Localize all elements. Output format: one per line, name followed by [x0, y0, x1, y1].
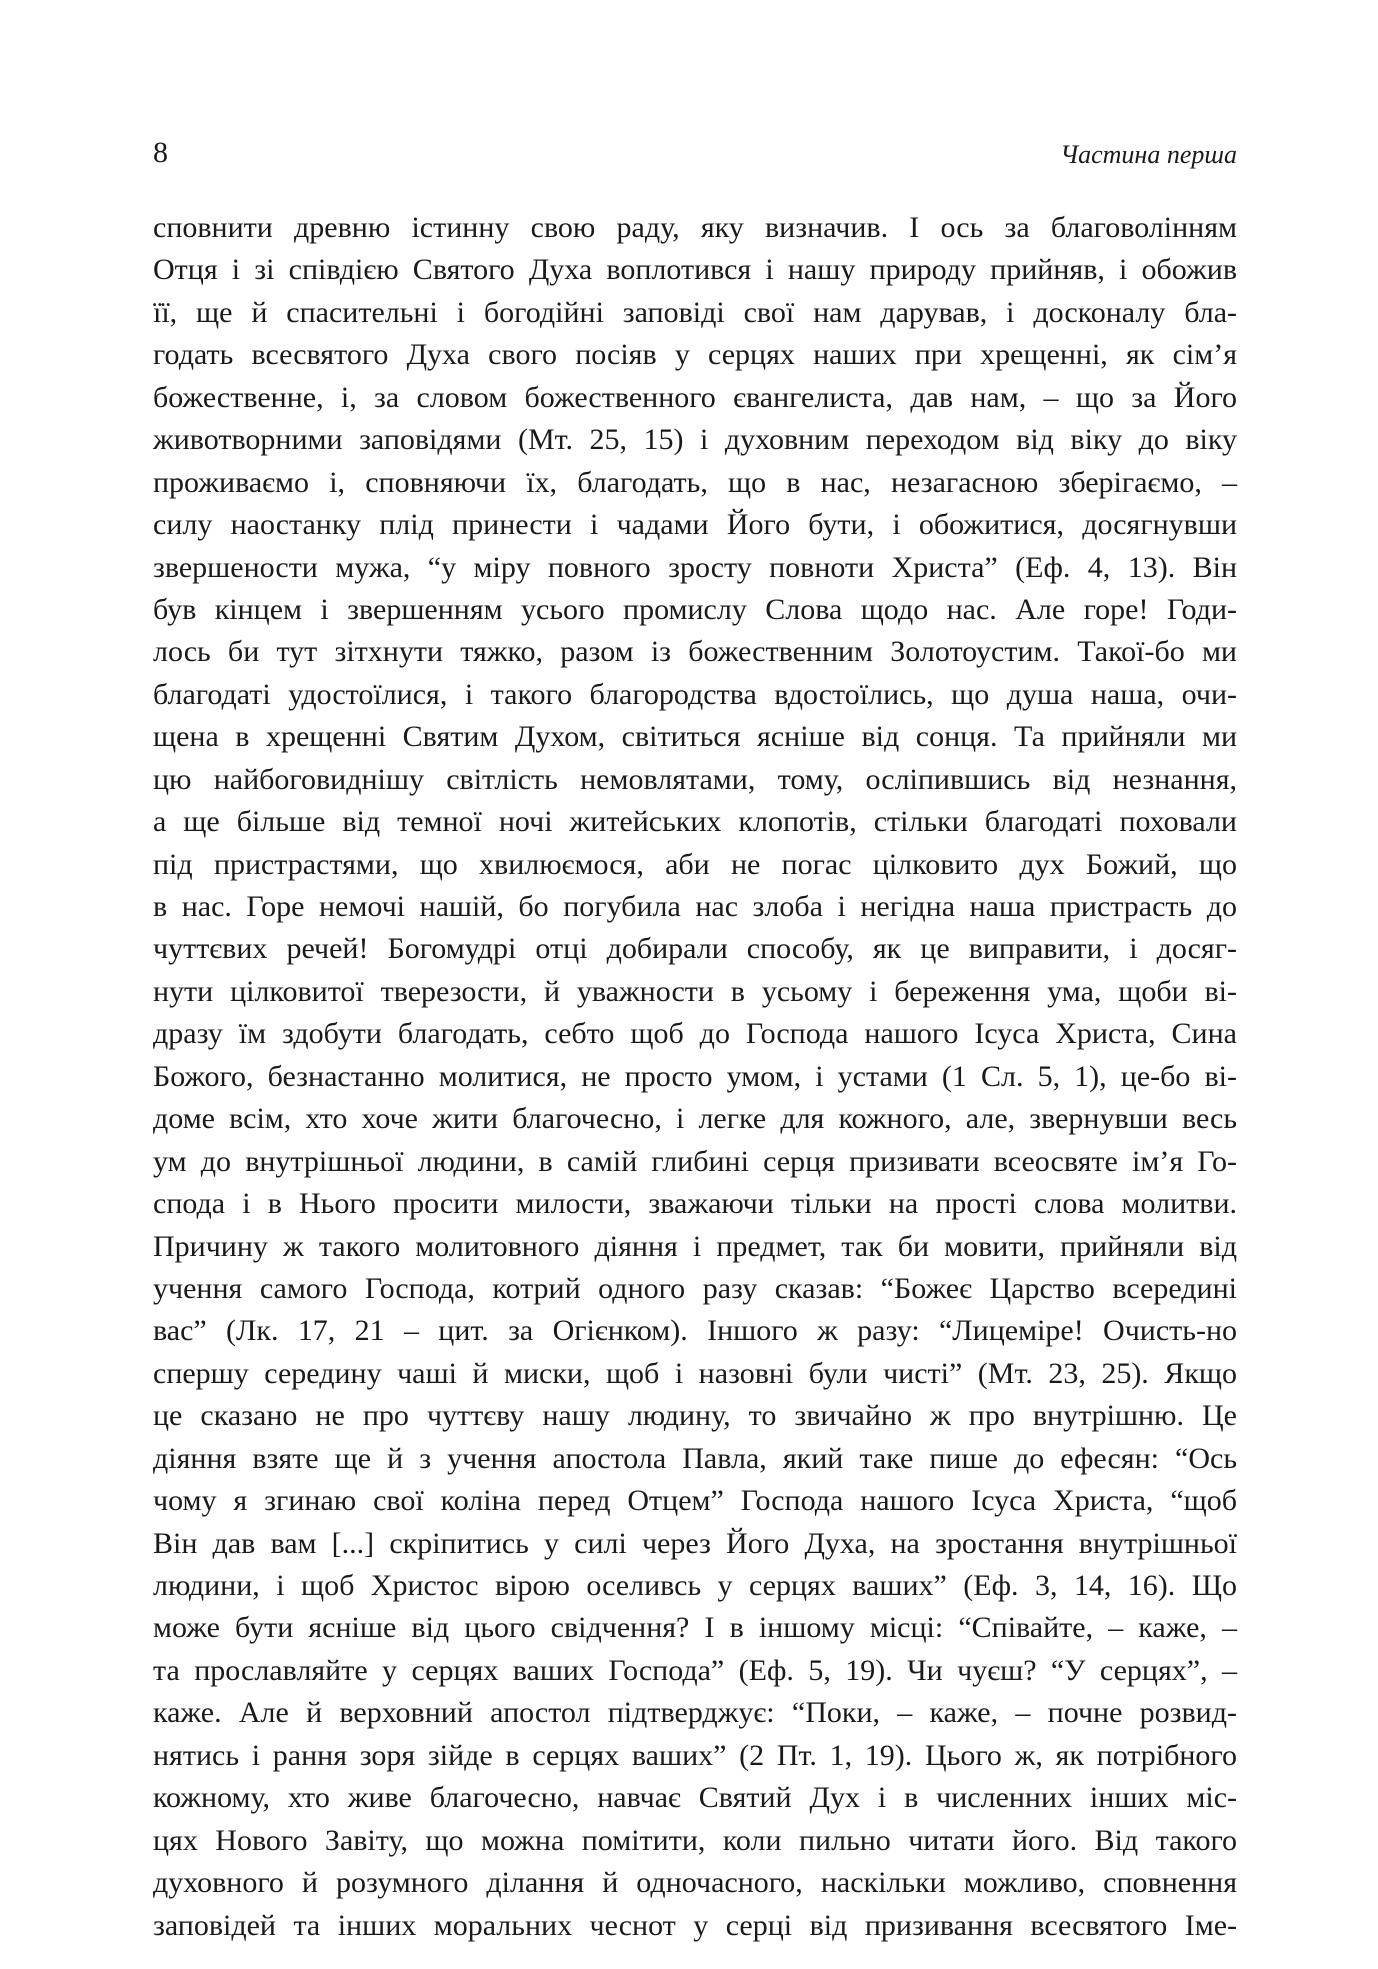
text-line: а ще більше від темної ночі житейських клопотів, стільки благодаті поховали: [153, 805, 1237, 839]
running-head: Частина перша: [1060, 140, 1237, 169]
text-line: був кінцем і звершенням усього промислу Слова щодо нас. Але горе! Годи-: [153, 592, 1237, 626]
text-line: її, ще й спасительні і богодійні заповіді свої нам дарував, і досконалу бла-: [153, 295, 1237, 329]
text-line: дразу їм здобути благодать, себто щоб до Господа нашого Ісуса Христа, Сина: [153, 1017, 1237, 1051]
text-line: проживаємо і, сповняючи їх, благодать, що в нас, незагасною зберігаємо, –: [153, 465, 1237, 499]
text-line: та прославляйте у серцях ваших Господа” (Еф. 5, 19). Чи чуєш? “У серцях”, –: [153, 1653, 1237, 1687]
text-line: ум до внутрішньої людини, в самій глибині серця призивати всеосвяте ім’я Го-: [153, 1144, 1237, 1178]
text-line: учення самого Господа, котрий одного разу сказав: “Божеє Царство всередині: [153, 1271, 1237, 1305]
text-line: Отця і зі співдією Святого Духа воплотився і нашу природу прийняв, і обожив: [153, 253, 1237, 287]
text-line: кожному, хто живе благочесно, навчає Святий Дух і в численних інших міс-: [153, 1781, 1237, 1815]
text-line: заповідей та інших моральних чеснот у серці від призивання всесвятого Іме-: [153, 1908, 1237, 1942]
text-line: лось би тут зітхнути тяжко, разом із божественним Золотоустим. Такої-бо ми: [153, 635, 1237, 669]
text-line: божественне, і, за словом божественного євангелиста, дав нам, – що за Його: [153, 380, 1237, 414]
text-line: спода і в Нього просити милости, зважаючи тільки на прості слова молитви.: [153, 1187, 1237, 1221]
text-line: чому я згинаю свої коліна перед Отцем” Господа нашого Ісуса Христа, “щоб: [153, 1484, 1237, 1518]
text-line: звершености мужа, “у міру повного зросту повноти Христа” (Еф. 4, 13). Він: [153, 550, 1237, 584]
text-line: в нас. Горе немочі нашій, бо погубила нас злоба і негідна наша пристрасть до: [153, 890, 1237, 923]
text-line: силу наостанку плід принести і чадами Його бути, і обожитися, досягнувши: [153, 508, 1237, 542]
text-line: спершу середину чаші й миски, щоб і назовні були чисті” (Мт. 23, 25). Якщо: [153, 1356, 1237, 1390]
text-line: благодаті удостоїлися, і такого благородства вдостоїлись, що душа наша, очи-: [153, 677, 1237, 711]
text-line: духовного й розумного ділання й одночасного, наскільки можливо, сповнення: [153, 1866, 1237, 1900]
text-line: нути цілковитої тверезости, й уважности в усьому і береження ума, щоби ві-: [153, 974, 1237, 1008]
text-line: людини, і щоб Христос вірою оселивсь у серцях ваших” (Еф. 3, 14, 16). Що: [153, 1569, 1237, 1602]
text-line: сповнити древню істинну свою раду, яку визначив. І ось за благоволінням: [153, 211, 1237, 244]
text-line: щена в хрещенні Святим Духом, світиться ясніше від сонця. Та прийняли ми: [153, 720, 1237, 754]
text-line: доме всім, хто хоче жити благочесно, і легке для кожного, але, звернувши весь: [153, 1102, 1237, 1136]
text-line: це сказано не про чуттєву нашу людину, то звичайно ж про внутрішню. Це: [153, 1399, 1237, 1433]
text-line: животворними заповідями (Мт. 25, 15) і духовним переходом від віку до віку: [153, 423, 1237, 457]
text-line: нятись і рання зоря зійде в серцях ваших” (2 Пт. 1, 19). Цього ж, як потрібного: [153, 1738, 1237, 1772]
text-line: Він дав вам [...] скріпитись у силі через Його Духа, на зростання внутрішньої: [153, 1526, 1237, 1560]
text-line: цях Нового Завіту, що можна помітити, коли пильно читати його. Від такого: [153, 1823, 1237, 1857]
text-line: вас” (Лк. 17, 21 – цит. за Огієнком). Іншого ж разу: “Лицеміре! Очисть-но: [153, 1314, 1237, 1348]
text-line: чуттєвих речей! Богомудрі отці добирали способу, як це виправити, і досяг-: [153, 932, 1237, 966]
text-line: Причину ж такого молитовного діяння і предмет, так би мовити, прийняли від: [153, 1229, 1237, 1263]
body-text: [153, 207, 1237, 1947]
page-number: 8: [153, 136, 168, 169]
text-line: може бути ясніше від цього свідчення? І в іншому місці: “Співайте, – каже, –: [153, 1611, 1237, 1645]
text-line: каже. Але й верховний апостол підтверджує: “Поки, – каже, – почне розвид-: [153, 1696, 1237, 1730]
text-line: діяння взяте ще й з учення апостола Павла, який таке пише до ефесян: “Ось: [153, 1441, 1237, 1475]
text-line: під пристрастями, що хвилюємося, аби не погас цілковито дух Божий, що: [153, 847, 1237, 881]
text-line: годать всесвятого Духа свого посіяв у серцях наших при хрещенні, як сім’я: [153, 338, 1237, 372]
text-line: цю найбоговиднішу світлість немовлятами, тому, осліпившись від незнання,: [153, 762, 1237, 796]
text-line: Божого, безнастанно молитися, не просто умом, і устами (1 Сл. 5, 1), це-бо ві-: [153, 1059, 1237, 1093]
